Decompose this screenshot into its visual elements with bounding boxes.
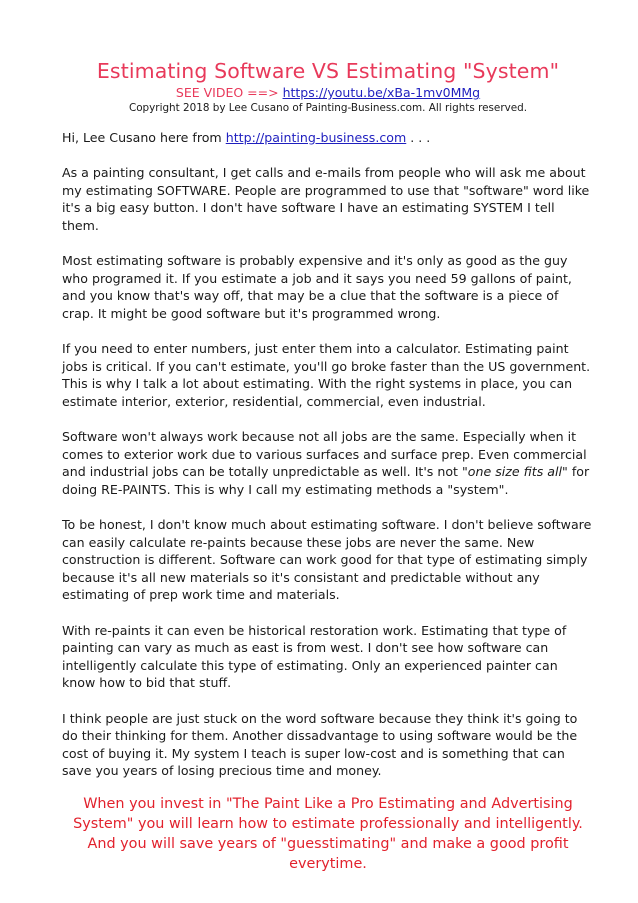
closing-callout: When you invest in "The Paint Like a Pro Estimating and Advertising System" you will learn how to estimate professionally and intelligently. And you will save years of "guesstimating" and make a good profit everytime.: [73, 795, 583, 872]
website-link[interactable]: http://painting-business.com: [225, 130, 407, 145]
paragraph-text: for doing RE-PAINTS. This is why I call my estimating methods a "system".: [62, 464, 590, 497]
paragraph-not-all-jobs: [62, 428, 594, 498]
paragraph-repaints: With re-paints it can even be historical restoration work. Estimating that type of painting can vary as much as east is from west. I don't see how software can intelligently calculate this type of estimating. Only an experienced painter can know how to bid that stuff.: [62, 622, 567, 691]
paragraph-calculator: If you need to enter numbers, just enter them into a calculator. Estimating paint jobs is critical. If you can't estimate, you'll go broke faster than the US government. This is why I talk a lot about estimating. With the right systems in place, you can estimate interior, exterior, residential, commercial, even industrial.: [62, 341, 591, 409]
paragraph-honest: To be honest, I don't know much about estimating software. I don't believe software can easily calculate re-paints because these jobs are never the same. New construction is different. Software can work good for that type of estimating simply because it's all new materials so it's consistant and predictable without any estimating of prep work time and materials.: [62, 517, 592, 603]
video-link[interactable]: https://youtu.be/xBa-1mv0MMg: [282, 85, 481, 100]
article-body: [62, 129, 594, 780]
paragraph-text: Software won't always work because not all jobs are the same. Especially when it comes to exterior work due to various surfaces and surface prep. Even commercial and industrial jobs can be totally unpredictable as well. It's not: [62, 429, 587, 480]
intro-ellipsis: . . .: [406, 130, 431, 145]
page-title: Estimating Software VS Estimating "System": [96, 59, 560, 83]
video-line: [62, 85, 594, 100]
intro-paragraph: [62, 129, 594, 147]
video-label: SEE VIDEO ==>: [175, 85, 283, 100]
copyright-notice: Copyright 2018 by Lee Cusano of Painting-Business.com. All rights reserved.: [128, 102, 528, 114]
paragraph-expensive-software: Most estimating software is probably expensive and it's only as good as the guy who programed it. If you estimate a job and it says you need 59 gallons of paint, and you know that's way off, that may be a clue that the software is a piece of crap. It might be good software but it's programmed wrong.: [62, 253, 572, 321]
paragraph-consultant: As a painting consultant, I get calls and e-mails from people who will ask me about my estimating SOFTWARE. People are programmed to use that "software" word like it's a big easy button. I don't have software I have an estimating SYSTEM I tell them.: [62, 165, 590, 233]
emphasized-quote: "one size fits all": [462, 464, 568, 480]
intro-text: Hi, Lee Cusano here from: [62, 130, 226, 145]
paragraph-stuck-on-software: I think people are just stuck on the word software because they think it's going to do their thinking for them. Another dissadvantage to using software would be the cost of buying it. My system I teach is super low-cost and is something that can save you years of losing precious time and money.: [62, 710, 578, 779]
